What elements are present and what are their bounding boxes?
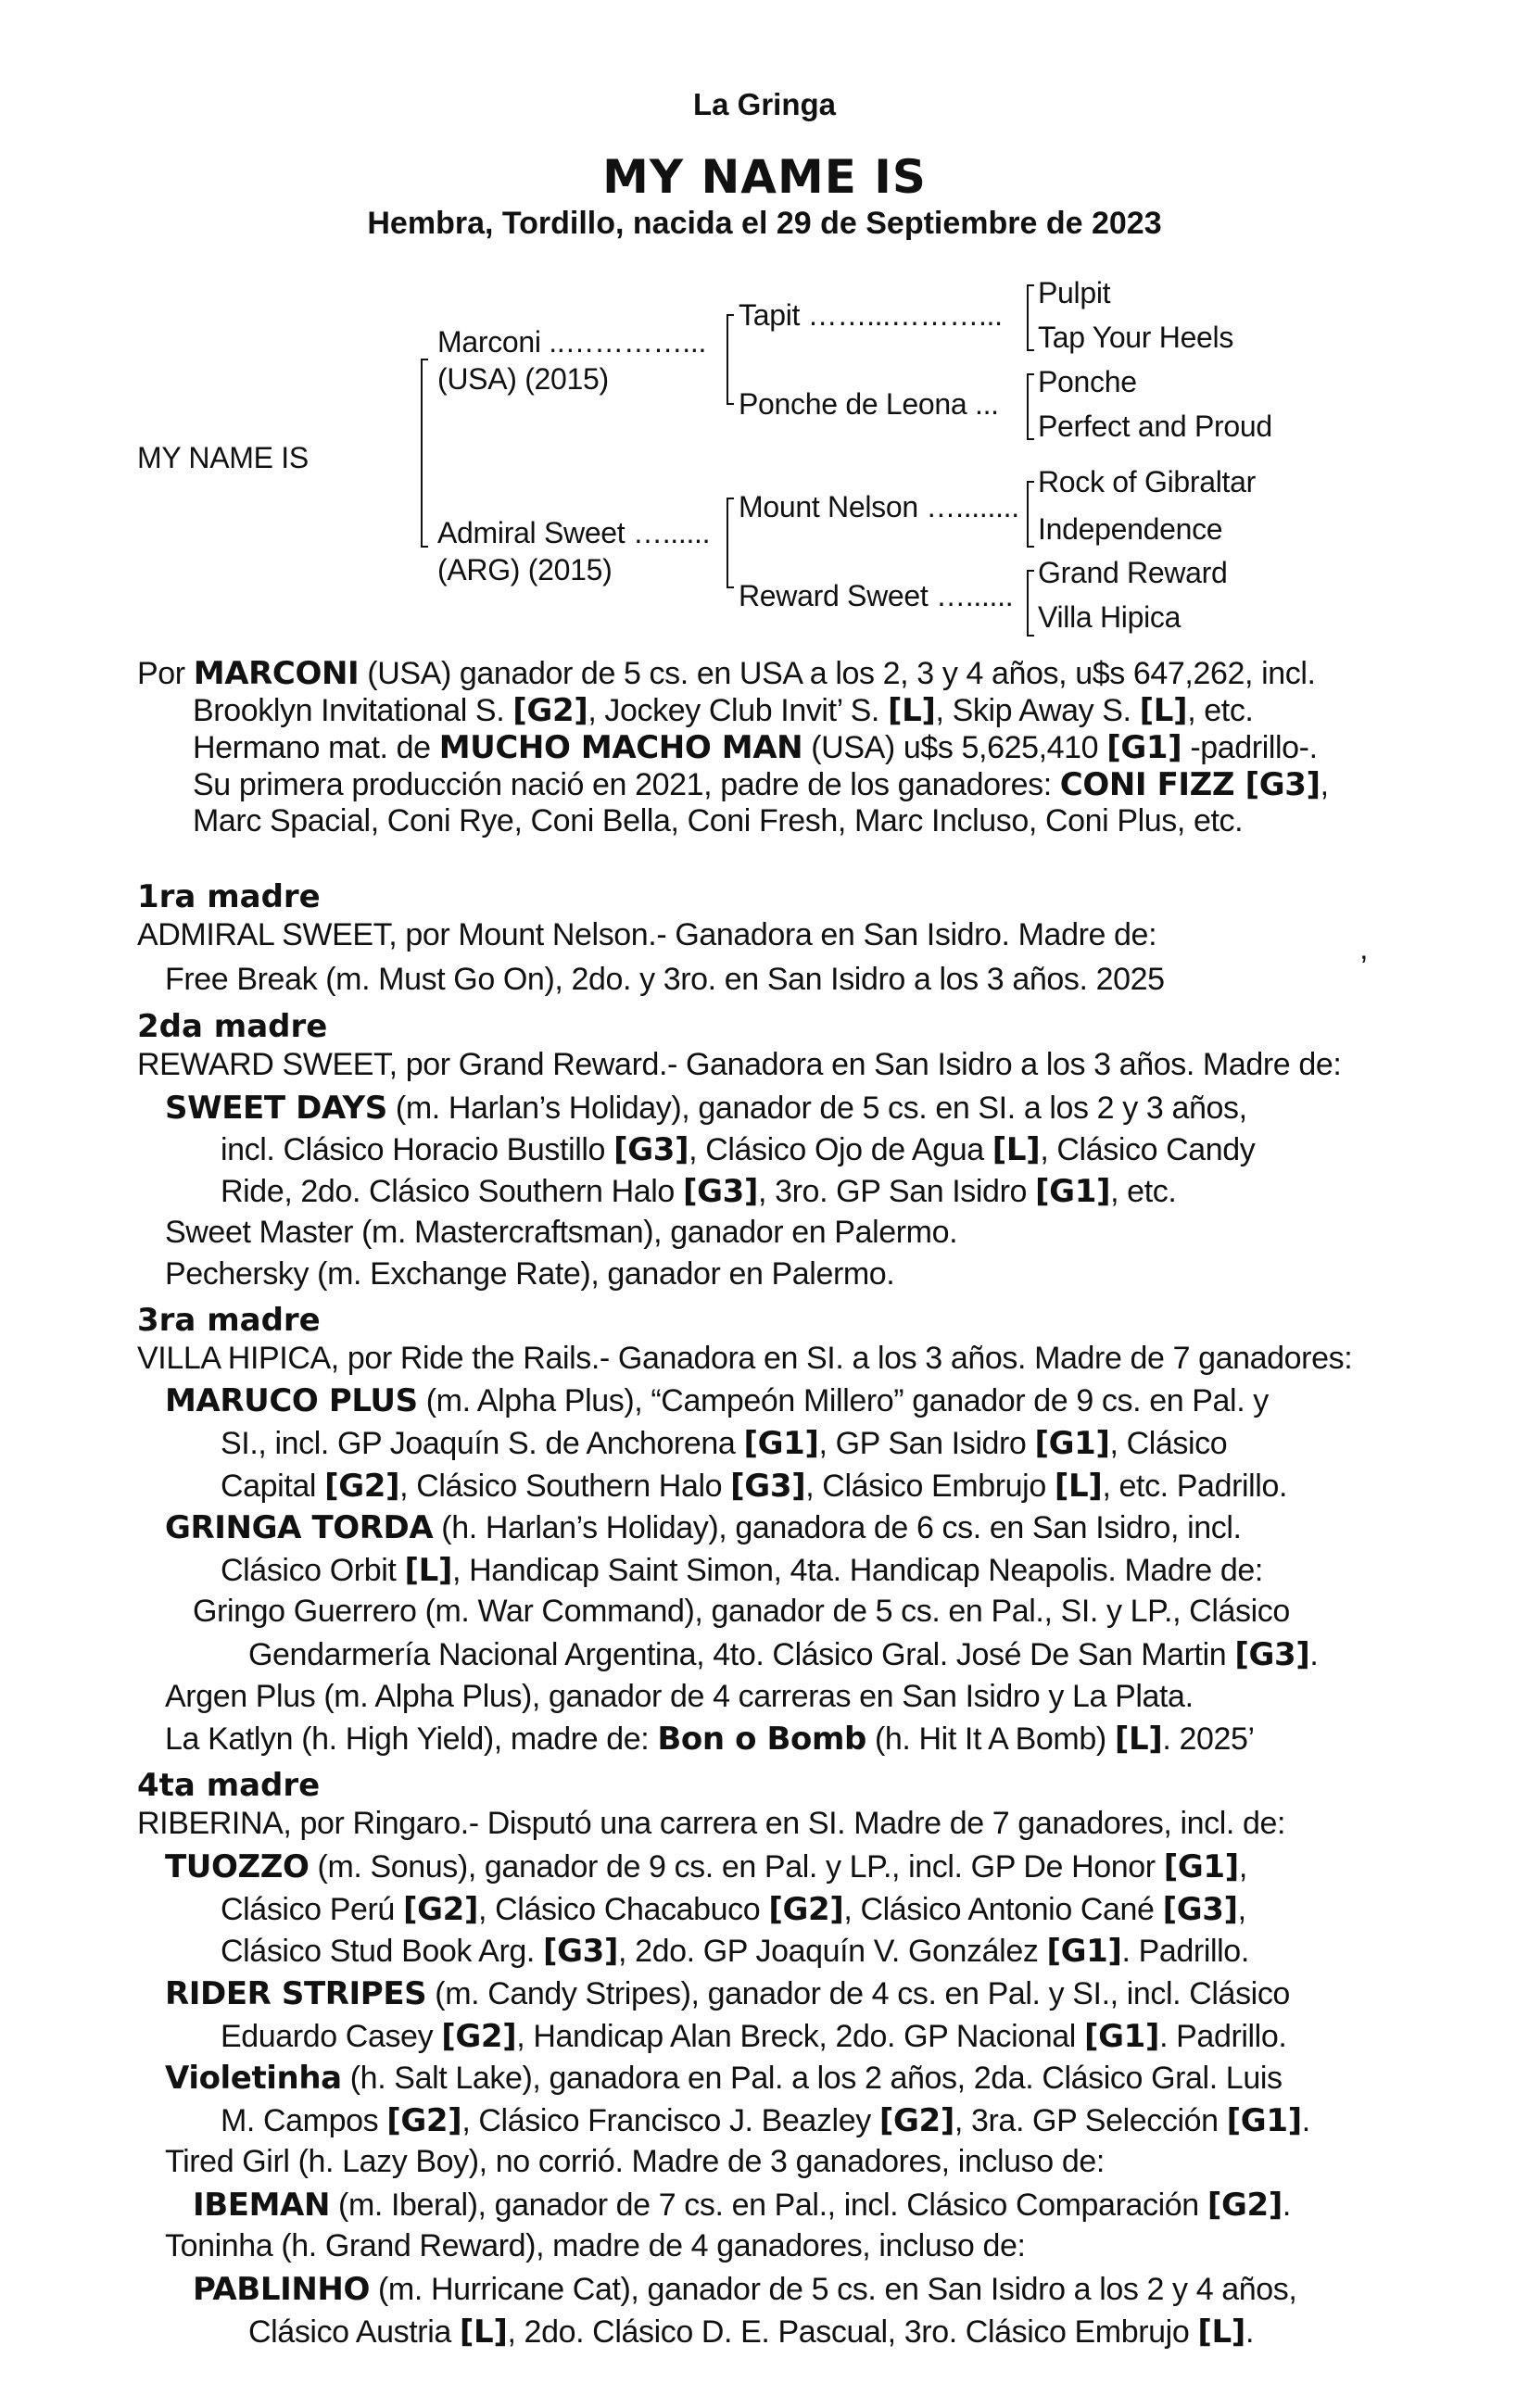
sire-line: Marc Spacial, Coni Rye, Coni Bella, Coni Fresh, Marc Incluso, Coni Plus, etc.: [193, 803, 1244, 838]
offspring-line: Sweet Master (m. Mastercraftsman), ganador en Palermo.: [165, 1215, 958, 1250]
fourth-dam-heading: 4ta madre: [137, 1767, 321, 1804]
offspring-line: Pechersky (m. Exchange Rate), ganador en Palermo.: [165, 1256, 895, 1292]
fourth-dam-intro: RIBERINA, por Ringaro.- Disputó una carrera en SI. Madre de 7 ganadores, incl. de:: [137, 1806, 1286, 1841]
sire-line: Hermano mat. de MUCHO MACHO MAN (USA) u$s 5,625,410 [G1] -padrillo-.: [193, 729, 1318, 766]
sire-line: Brooklyn Invitational S. [G2], Jockey Club Invit’ S. [L], Skip Away S. [L], etc.: [193, 692, 1254, 729]
offspring-line: TUOZZO (m. Sonus), ganador de 9 cs. en Pal. y LP., incl. GP De Honor [G1],: [165, 1848, 1247, 1885]
first-dam-heading: 1ra madre: [137, 878, 321, 915]
sire-line: Por MARCONI (USA) ganador de 5 cs. en USA a los 2, 3 y 4 años, u$s 647,262, incl.: [137, 655, 1316, 692]
pedigree-ggp: Tap Your Heels: [1038, 321, 1234, 354]
bracket-mount-nelson: [1028, 482, 1034, 547]
offspring-line: Clásico Orbit [L], Handicap Saint Simon, 4ta. Handicap Neapolis. Madre de:: [221, 1552, 1263, 1589]
offspring-line: Gringo Guerrero (m. War Command), ganador de 5 cs. en Pal., SI. y LP., Clásico: [193, 1594, 1290, 1629]
offspring-line: Ride, 2do. Clásico Southern Halo [G3], 3ro. GP San Isidro [G1], etc.: [221, 1173, 1177, 1210]
offspring-line: Clásico Austria [L], 2do. Clásico D. E. Pascual, 3ro. Clásico Embrujo [L].: [248, 2313, 1254, 2351]
offspring-line: Violetinha (h. Salt Lake), ganadora en Pal. a los 2 años, 2da. Clásico Gral. Luis: [165, 2060, 1283, 2097]
sire-line: Su primera producción nació en 2021, padre de los ganadores: CONI FIZZ [G3],: [193, 766, 1329, 803]
bracket-sire: [727, 315, 734, 404]
offspring-line: RIDER STRIPES (m. Candy Stripes), ganador de 4 cs. en Pal. y SI., incl. Clásico: [165, 1975, 1290, 2012]
offspring-line: SI., incl. GP Joaquín S. de Anchorena [G1], GP San Isidro [G1], Clásico: [221, 1425, 1228, 1462]
pedigree-ggp: Grand Reward: [1038, 556, 1228, 589]
stray-mark: ’: [1360, 950, 1368, 985]
offspring-line: Toninha (h. Grand Reward), madre de 4 ganadores, incluso de:: [165, 2228, 1026, 2263]
offspring-line: M. Campos [G2], Clásico Francisco J. Beazley [G2], 3ra. GP Selección [G1].: [221, 2102, 1310, 2139]
pedigree-dam-dam: Reward Sweet …......: [739, 579, 1014, 612]
first-dam-intro: ADMIRAL SWEET, por Mount Nelson.- Ganadora en San Isidro. Madre de:: [137, 917, 1157, 952]
horse-description: Hembra, Tordillo, nacida el 29 de Septiembre de 2023: [367, 206, 1162, 241]
offspring-line: Clásico Stud Book Arg. [G3], 2do. GP Joaquín V. González [G1]. Padrillo.: [221, 1933, 1249, 1970]
offspring-line: MARUCO PLUS (m. Alpha Plus), “Campeón Millero” ganador de 9 cs. en Pal. y: [165, 1382, 1269, 1419]
offspring-line: Gendarmería Nacional Argentina, 4to. Clásico Gral. José De San Martin [G3].: [248, 1636, 1319, 1673]
pedigree-sire: Marconi ..…………...: [437, 325, 707, 359]
pedigree-dam: Admiral Sweet …......: [437, 516, 711, 549]
offspring-line: Clásico Perú [G2], Clásico Chacabuco [G2], Clásico Antonio Cané [G3],: [221, 1891, 1246, 1928]
pedigree-ggp: Ponche: [1038, 365, 1137, 398]
second-dam-intro: REWARD SWEET, por Grand Reward.- Ganadora en San Isidro a los 3 años. Madre de:: [137, 1047, 1342, 1082]
bracket-ponche-de-leona: [1028, 374, 1034, 439]
offspring-line: La Katlyn (h. High Yield), madre de: Bon o Bomb (h. Hit It A Bomb) [L]. 2025’: [165, 1721, 1255, 1758]
pedigree-sire-origin: (USA) (2015): [437, 362, 609, 396]
pedigree-ggp: Perfect and Proud: [1038, 410, 1272, 443]
pedigree-ggp: Rock of Gibraltar: [1038, 465, 1256, 498]
offspring-line: Eduardo Casey [G2], Handicap Alan Breck, 2do. GP Nacional [G1]. Padrillo.: [221, 2018, 1287, 2055]
pedigree-subject: MY NAME IS: [137, 441, 309, 474]
page-title: MY NAME IS: [602, 150, 927, 204]
pedigree-ggp: Villa Hipica: [1038, 600, 1182, 634]
offspring-line: Argen Plus (m. Alpha Plus), ganador de 4 carreras en San Isidro y La Plata.: [165, 1679, 1194, 1714]
offspring-line: SWEET DAYS (m. Harlan’s Holiday), ganador de 5 cs. en SI. a los 2 y 3 años,: [165, 1090, 1247, 1127]
pedigree-ggp: Independence: [1038, 512, 1223, 546]
bracket-dam: [727, 498, 734, 587]
offspring-line: GRINGA TORDA (h. Harlan’s Holiday), ganadora de 6 cs. en San Isidro, incl.: [165, 1509, 1242, 1546]
third-dam-intro: VILLA HIPICA, por Ride the Rails.- Ganadora en SI. a los 3 años. Madre de 7 ganadores:: [137, 1341, 1353, 1376]
pedigree-sire-sire: Tapit ……...………...: [739, 298, 1003, 332]
pedigree-dam-origin: (ARG) (2015): [437, 553, 613, 586]
offspring-line: Capital [G2], Clásico Southern Halo [G3], Clásico Embrujo [L], etc. Padrillo.: [221, 1468, 1288, 1505]
second-dam-heading: 2da madre: [137, 1008, 328, 1045]
bracket-subject: [422, 359, 428, 547]
pedigree-dam-sire: Mount Nelson …........: [739, 490, 1019, 523]
pedigree-ggp: Pulpit: [1038, 276, 1111, 309]
bracket-tapit: [1028, 285, 1034, 350]
bracket-reward-sweet: [1028, 571, 1034, 636]
offspring-line: IBEMAN (m. Iberal), ganador de 7 cs. en Pal., incl. Clásico Comparación [G2].: [193, 2187, 1291, 2224]
stud-name: La Gringa: [692, 87, 837, 121]
third-dam-heading: 3ra madre: [137, 1302, 321, 1339]
offspring-line: Free Break (m. Must Go On), 2do. y 3ro. en San Isidro a los 3 años. 2025: [165, 962, 1165, 997]
pedigree-sire-dam: Ponche de Leona ...: [739, 387, 999, 421]
offspring-line: Tired Girl (h. Lazy Boy), no corrió. Madre de 3 ganadores, incluso de:: [165, 2144, 1105, 2179]
offspring-line: PABLINHO (m. Hurricane Cat), ganador de 5 cs. en San Isidro a los 2 y 4 años,: [193, 2271, 1297, 2308]
offspring-line: incl. Clásico Horacio Bustillo [G3], Clásico Ojo de Agua [L], Clásico Candy: [221, 1131, 1256, 1168]
